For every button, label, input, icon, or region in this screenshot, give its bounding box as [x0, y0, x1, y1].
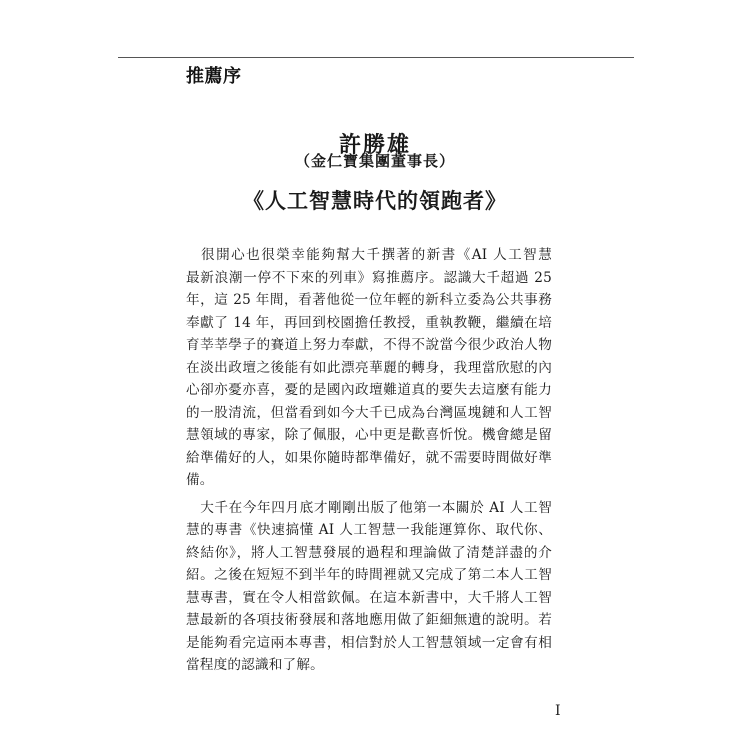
author-role: （金仁寶集團董事長） — [294, 152, 455, 170]
text-line: 紹。之後在短短不到半年的時間裡就又完成了第二本人工智 — [186, 567, 552, 583]
preface-title: 《人工智慧時代的領跑者》 — [243, 189, 507, 213]
body-text — [186, 244, 552, 677]
text-line: 慧的專書《快速搞懂 AI 人工智慧一我能運算你、取代你、 — [186, 522, 552, 538]
author-name: 許勝雄 — [338, 132, 411, 158]
text-line: 在淡出政壇之後能有如此漂亮華麗的轉身，我理當欣慰的內 — [186, 359, 552, 376]
text-line: 備。 — [186, 472, 214, 488]
text-line: 年，這 25 年間，看著他從一位年輕的新科立委為公共事務 — [186, 292, 552, 308]
text-line: 的一股清流，但當看到如今大千已成為台灣區塊鏈和人工智 — [186, 404, 552, 421]
text-line: 奉獻了 14 年，再回到校園擔任教授，重執教鞭，繼續在培 — [186, 314, 552, 331]
text-line: 最新浪潮一停不下來的列車》寫推薦序。認識大千超過 25 — [186, 269, 552, 286]
page-number: I — [555, 703, 561, 719]
text-line: 心卻亦憂亦喜，憂的是國內政壇難道真的要失去這麼有能力 — [186, 382, 552, 398]
text-line: 終結你》，將人工智慧發展的過程和理論做了清楚詳盡的介 — [186, 544, 552, 561]
text-line: 慧領域的專家，除了佩服，心中更是歡喜忻悅。機會總是留 — [186, 427, 552, 443]
text-line: 慧最新的各項技術發展和落地應用做了鉅細無遺的說明。若 — [186, 612, 552, 628]
paragraph-2 — [186, 497, 552, 677]
text-line: 是能夠看完這兩本專書，相信對於人工智慧領域一定會有相 — [186, 634, 552, 651]
text-line: 當程度的認識和了解。 — [186, 657, 324, 673]
text-line: 給準備好的人，如果你隨時都準備好，就不需要時間做好準 — [186, 449, 552, 466]
text-line: 大千在今年四月底才剛剛出版了他第一本關於 AI 人工智 — [186, 499, 552, 516]
text-line: 慧專書，實在令人相當欽佩。在這本新書中，大千將人工智 — [186, 589, 552, 606]
paragraph-1 — [186, 244, 552, 492]
text-line: 很開心也很榮幸能夠幫大千撰著的新書《AI 人工智慧 — [186, 247, 552, 263]
section-title: 推薦序 — [186, 66, 242, 87]
header-rule — [118, 57, 634, 58]
text-line: 育莘莘學子的賽道上努力奉獻，不得不說當今很少政治人物 — [186, 337, 552, 353]
